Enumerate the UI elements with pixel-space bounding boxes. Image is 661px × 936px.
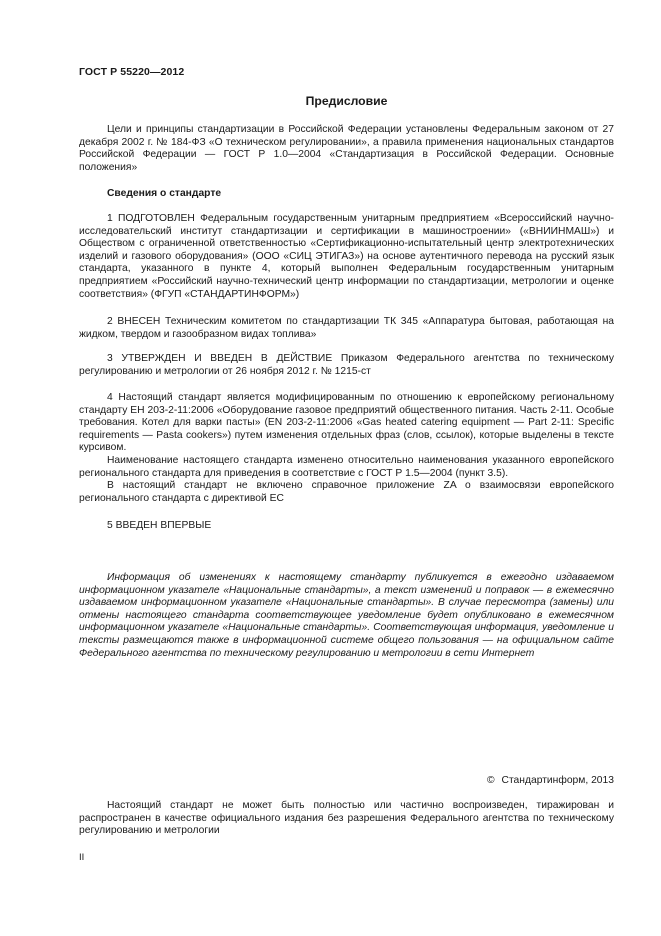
item-3-approved: 3 УТВЕРЖДЕН И ВВЕДЕН В ДЕЙСТВИЕ Приказом Федерального агентства по техническому регулированию и метрологии от 26 ноября 2012 г. № 1215-ст [79, 353, 614, 377]
copyright-text: Стандартинформ, 2013 [501, 775, 614, 786]
item-2-submitted: 2 ВНЕСЕН Техническим комитетом по стандартизации ТК 345 «Аппаратура бытовая, работающая на жидком, твердом и газообразном видах топлива» [79, 316, 614, 340]
copyright-line [487, 775, 614, 788]
info-heading: Сведения о стандарте [107, 188, 222, 199]
item-4-annex-note: В настоящий стандарт не включено справочное приложение ZA о взаимосвязи европейского регионального стандарта с директивой ЕС [79, 480, 614, 504]
document-code-header: ГОСТ Р 55220—2012 [79, 66, 185, 78]
item-4-name-note: Наименование настоящего стандарта изменено относительно наименования указанного европейского регионального стандарта для приведения в соответствие с ГОСТ Р 1.5—2004 (пункт 3.5). [79, 454, 614, 479]
page-title: Предисловие [305, 94, 388, 108]
item-4-block [79, 392, 614, 505]
item-1-prepared: 1 ПОДГОТОВЛЕН Федеральным государственным унитарным предприятием «Всероссийский научно-исследовательский институт стандартизации и сертификации в машиностроении» («ВНИИНМАШ») и Обществом с ограниченной ответственностью «Сертификационно-испытательный центр электротехнических изделий и газового оборудования» (ООО «СИЦ ЭТИГАЗ») на основе аутентичного перевода на русский язык стандарта, указанного в пункте 4, который выполнен Федеральным государственным унитарным предприятием «Российский научно-технический центр информации по стандартизации, метрологии и оценке соответствия» (ФГУП «СТАНДАРТИНФОРМ») [79, 213, 614, 300]
changes-info-paragraph: Информация об изменениях к настоящему стандарту публикуется в ежегодно издаваемом информационном указателе «Национальные стандарты», а текст изменений и поправок — в ежемесячно издаваемом информационном указателе «Национальные стандарты». В случае пересмотра (замены) или отмены настоящего стандарта соответствующее уведомление будет опубликовано в ежемесячном информационном указателе «Национальные стандарты». Соответствующая информация, уведомление и тексты размещаются также в информационной системе общего пользования — на официальном сайте Федерального агентства по техническому регулированию и метрологии в сети Интернет [79, 572, 614, 659]
reproduction-notice: Настоящий стандарт не может быть полностью или частично воспроизведен, тиражирован и распространен в качестве официального издания без разрешения Федерального агентства по техническому регулированию и метрологии [79, 800, 614, 837]
page-number: II [79, 852, 85, 863]
intro-paragraph: Цели и принципы стандартизации в Российской Федерации установлены Федеральным законом от 27 декабря 2002 г. № 184-ФЗ «О техническом регулировании», а правила применения национальных стандартов Российской Федерации — ГОСТ Р 1.0—2004 «Стандартизация в Российской Федерации. Основные положения» [79, 124, 614, 173]
item-5-first-time: 5 ВВЕДЕН ВПЕРВЫЕ [107, 520, 212, 531]
item-4-modified: 4 Настоящий стандарт является модифицированным по отношению к европейскому региональному стандарту ЕН 203-2-11:2006 «Оборудование газовое предприятий общественного питания. Часть 2-11. Особые требования. Котел для варки пасты» (EN 203-2-11:2006 «Gas heated catering equipment — Part 2-11: Specific requirements — Pasta cookers») путем изменения отдельных фраз (слов, ссылок), которые выделены в тексте курсивом. [79, 392, 614, 454]
copyright-symbol: © [487, 775, 495, 786]
